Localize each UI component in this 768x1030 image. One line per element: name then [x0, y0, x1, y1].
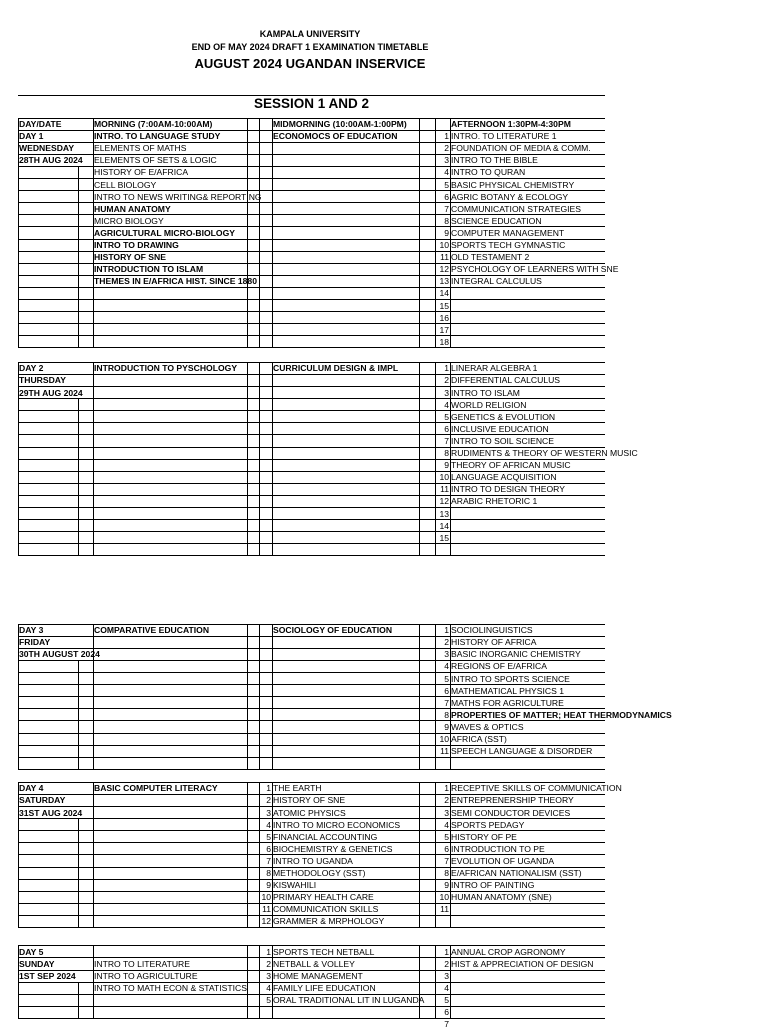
midmorning-exam: ATOMIC PHYSICS	[273, 807, 346, 818]
day-label: DAY 4	[19, 783, 44, 794]
midmorning-exam: INTRO TO MICRO ECONOMICS	[273, 819, 401, 830]
afternoon-exam: SPORTS PEDAGY	[451, 819, 525, 830]
timetable-title: END OF MAY 2024 DRAFT 1 EXAMINATION TIMETABLE	[191, 42, 429, 52]
afternoon-exam: DIFFERENTIAL CALCULUS	[451, 375, 561, 386]
afternoon-number: 17	[439, 324, 449, 335]
row-rule	[18, 519, 605, 520]
column-rule	[419, 362, 420, 556]
column-header-afternoon: AFTERNOON 1:30PM-4:30PM	[451, 119, 571, 129]
afternoon-number: 13	[439, 276, 449, 287]
afternoon-number: 1	[444, 783, 449, 794]
afternoon-number: 4	[444, 819, 449, 830]
afternoon-number: 12	[439, 496, 449, 507]
afternoon-exam: REGIONS OF E/AFRICA	[451, 661, 547, 672]
afternoon-number: 6	[444, 685, 449, 696]
afternoon-exam: SCIENCE EDUCATION	[451, 215, 542, 226]
column-rule	[272, 624, 273, 769]
university-name: KAMPALA UNIVERSITY	[259, 29, 361, 39]
afternoon-exam: HIST & APPRECIATION OF DESIGN	[451, 958, 594, 969]
morning-exam: COMPARATIVE EDUCATION	[94, 625, 210, 636]
header-rule	[18, 118, 605, 119]
row-rule	[18, 543, 605, 544]
afternoon-number: 10	[439, 892, 449, 903]
column-rule	[419, 782, 420, 927]
afternoon-exam: INTRODUCTION TO PE	[451, 843, 545, 854]
morning-exam: INTRO TO DRAWING	[94, 240, 179, 250]
column-rule	[419, 624, 420, 769]
midmorning-exam: FAMILY LIFE EDUCATION	[273, 983, 376, 994]
afternoon-exam: SOCIOLINGUISTICS	[451, 625, 533, 636]
midmorning-exam: CURRICULUM DESIGN & IMPL	[273, 363, 399, 374]
midmorning-number: 5	[266, 831, 271, 842]
afternoon-number: 2	[444, 143, 449, 154]
row-rule	[18, 299, 605, 300]
afternoon-exam: COMMUNICATION STRATEGIES	[451, 203, 582, 214]
day-label: SATURDAY	[19, 795, 66, 806]
afternoon-exam: LANGUAGE ACQUISITION	[451, 472, 557, 483]
afternoon-number: 9	[444, 880, 449, 891]
afternoon-exam: HISTORY OF PE	[451, 831, 517, 842]
column-rule	[259, 118, 260, 348]
afternoon-number: 12	[439, 264, 449, 275]
afternoon-number: 11	[440, 904, 449, 915]
row-rule	[18, 311, 605, 312]
day-label: THURSDAY	[19, 375, 66, 386]
afternoon-number: 5	[444, 995, 449, 1006]
column-rule	[93, 362, 94, 556]
morning-exam: ELEMENTS OF SETS & LOGIC	[94, 155, 217, 166]
column-header-morning: MORNING (7:00AM-10:00AM)	[94, 119, 213, 129]
afternoon-number: 13	[439, 508, 449, 519]
row-rule	[18, 769, 605, 770]
afternoon-number: 5	[444, 831, 449, 842]
afternoon-exam: INTRO TO DESIGN THEORY	[451, 484, 565, 495]
column-header-midmorning: MIDMORNING (10:00AM-1:00PM)	[273, 119, 407, 129]
afternoon-number: 9	[444, 460, 449, 471]
midmorning-number: 5	[266, 995, 271, 1006]
afternoon-number: 9	[444, 721, 449, 732]
midmorning-exam: SPORTS TECH NETBALL	[273, 946, 375, 957]
afternoon-exam: INTRO OF PAINTING	[451, 880, 535, 891]
midmorning-exam: INTRO TO UGANDA	[273, 855, 353, 866]
row-rule	[18, 555, 605, 556]
afternoon-number: 6	[444, 1007, 449, 1018]
morning-exam: AGRICULTURAL MICRO-BIOLOGY	[94, 227, 235, 238]
afternoon-exam: FOUNDATION OF MEDIA & COMM.	[451, 143, 591, 154]
afternoon-exam: MATHEMATICAL PHYSICS 1	[451, 685, 565, 696]
afternoon-number: 2	[444, 375, 449, 386]
afternoon-number: 11	[440, 746, 449, 757]
midmorning-number: 1	[266, 783, 271, 794]
morning-exam: MICRO BIOLOGY	[94, 215, 164, 226]
midmorning-exam: HISTORY OF SNE	[273, 795, 346, 806]
midmorning-number: 4	[266, 819, 271, 830]
afternoon-number: 10	[439, 240, 449, 250]
midmorning-number: 2	[266, 958, 271, 969]
afternoon-exam: INTRO TO THE BIBLE	[451, 155, 538, 166]
column-rule	[272, 118, 273, 348]
afternoon-exam: RECEPTIVE SKILLS OF COMMUNICATION	[451, 783, 622, 794]
day-label: DAY 2	[19, 363, 44, 374]
afternoon-exam: INTRO TO ISLAM	[451, 387, 520, 398]
midmorning-exam: HOME MANAGEMENT	[273, 971, 363, 981]
day-label: FRIDAY	[19, 637, 51, 648]
day-label: 28TH AUG 2024	[19, 155, 83, 166]
afternoon-exam: INTRO TO SOIL SCIENCE	[451, 435, 554, 446]
midmorning-exam: PRIMARY HEALTH CARE	[273, 892, 374, 903]
afternoon-number: 14	[439, 288, 449, 299]
midmorning-number: 3	[266, 971, 271, 981]
day-label: DAY 5	[19, 946, 44, 957]
afternoon-exam: SPEECH LANGUAGE & DISORDER	[451, 746, 593, 757]
day-label: DAY 1	[19, 131, 44, 142]
afternoon-exam: GENETICS & EVOLUTION	[451, 411, 556, 422]
afternoon-number: 4	[444, 167, 449, 178]
day-label: WEDNESDAY	[19, 143, 75, 154]
afternoon-exam: SPORTS TECH GYMNASTIC	[451, 240, 566, 250]
column-rule	[78, 982, 79, 1018]
afternoon-number: 7	[444, 697, 449, 708]
midmorning-number: 11	[262, 904, 271, 915]
afternoon-exam: INCLUSIVE EDUCATION	[451, 423, 549, 434]
column-rule	[78, 166, 79, 348]
midmorning-number: 12	[261, 916, 271, 927]
afternoon-exam: RUDIMENTS & THEORY OF WESTERN MUSIC	[451, 448, 638, 458]
day-label: 30TH AUGUST 2024	[19, 649, 100, 660]
midmorning-number: 2	[266, 795, 271, 806]
midmorning-exam: NETBALL & VOLLEY	[273, 958, 355, 969]
afternoon-exam: WORLD RELIGION	[451, 399, 527, 410]
row-rule	[18, 531, 605, 532]
morning-exam: INTRODUCTION TO PYSCHOLOGY	[94, 363, 238, 374]
afternoon-exam: BASIC PHYSICAL CHEMISTRY	[451, 179, 575, 190]
afternoon-number: 11	[440, 252, 449, 263]
day-label: 29TH AUG 2024	[19, 387, 83, 398]
morning-exam: HISTORY OF SNE	[94, 252, 166, 263]
afternoon-exam: ENTREPRENERSHIP THEORY	[451, 795, 574, 806]
column-rule	[247, 362, 248, 556]
afternoon-number: 10	[439, 734, 449, 744]
program-title: AUGUST 2024 UGANDAN INSERVICE	[194, 56, 426, 71]
afternoon-number: 2	[444, 958, 449, 969]
midmorning-number: 8	[266, 868, 271, 878]
midmorning-number: 1	[266, 946, 271, 957]
afternoon-number: 3	[444, 971, 449, 981]
afternoon-number: 10	[439, 472, 449, 483]
afternoon-number: 3	[444, 807, 449, 818]
afternoon-number: 3	[444, 155, 449, 166]
afternoon-number: 1	[444, 131, 449, 142]
midmorning-number: 7	[266, 855, 271, 866]
afternoon-exam: ARABIC RHETORIC 1	[451, 496, 538, 507]
row-rule	[18, 335, 605, 336]
column-rule	[78, 818, 79, 927]
afternoon-number: 8	[444, 215, 449, 226]
afternoon-exam: LINERAR ALGEBRA 1	[451, 363, 538, 374]
morning-exam: CELL BIOLOGY	[94, 179, 157, 190]
midmorning-exam: SOCIOLOGY OF EDUCATION	[273, 625, 393, 636]
afternoon-number: 15	[439, 532, 449, 543]
midmorning-number: 4	[266, 983, 271, 994]
afternoon-exam: ANNUAL CROP AGRONOMY	[451, 946, 566, 957]
afternoon-exam: EVOLUTION OF UGANDA	[451, 855, 555, 866]
morning-exam: INTRODUCTION TO ISLAM	[94, 264, 204, 275]
morning-exam: THEMES IN E/AFRICA HIST. SINCE 1880	[94, 276, 257, 287]
midmorning-exam: KISWAHILI	[273, 880, 317, 891]
morning-exam: ELEMENTS OF MATHS	[94, 143, 187, 154]
column-header-daydate: DAY/DATE	[19, 119, 62, 129]
afternoon-exam: INTRO TO SPORTS SCIENCE	[451, 673, 570, 684]
afternoon-exam: THEORY OF AFRICAN MUSIC	[451, 460, 571, 471]
afternoon-number: 4	[444, 399, 449, 410]
afternoon-exam: SEMI CONDUCTOR DEVICES	[451, 807, 571, 818]
afternoon-number: 4	[444, 983, 449, 994]
afternoon-exam: E/AFRICAN NATIONALISM (SST)	[451, 868, 582, 878]
afternoon-number: 5	[444, 411, 449, 422]
midmorning-exam: FINANCIAL ACCOUNTING	[273, 831, 378, 842]
afternoon-number: 7	[444, 203, 449, 214]
day-label: 1ST SEP 2024	[19, 971, 76, 981]
morning-exam: INTRO. TO LANGUAGE STUDY	[94, 131, 221, 142]
column-rule	[93, 782, 94, 927]
midmorning-exam: BIOCHEMISTRY & GENETICS	[273, 843, 393, 854]
midmorning-number: 3	[266, 807, 271, 818]
session-title: SESSION 1 AND 2	[253, 96, 370, 111]
afternoon-exam: PSYCHOLOGY OF LEARNERS WITH SNE	[451, 264, 619, 275]
column-rule	[259, 362, 260, 556]
midmorning-number: 6	[266, 843, 271, 854]
midmorning-exam: GRAMMER & MRPHOLOGY	[273, 916, 385, 927]
afternoon-exam: MATHS FOR AGRICULTURE	[451, 697, 564, 708]
midmorning-exam: THE EARTH	[273, 783, 322, 794]
morning-exam: HUMAN ANATOMY	[94, 203, 171, 214]
column-rule	[419, 118, 420, 348]
column-rule	[247, 624, 248, 769]
afternoon-number: 4	[444, 661, 449, 672]
afternoon-exam: INTRO. TO LITERATURE 1	[451, 131, 557, 142]
afternoon-exam: PROPERTIES OF MATTER; HEAT THERMODYNAMICS	[451, 709, 672, 720]
afternoon-number: 18	[439, 336, 449, 347]
morning-exam: INTRO TO MATH ECON & STATISTICS	[94, 983, 247, 994]
afternoon-exam: COMPUTER MANAGEMENT	[451, 227, 565, 238]
afternoon-exam: INTEGRAL CALCULUS	[451, 276, 542, 287]
midmorning-exam: ECONOMOCS OF EDUCATION	[273, 131, 398, 142]
afternoon-exam: BASIC INORGANIC CHEMISTRY	[451, 649, 581, 660]
midmorning-exam: ORAL TRADITIONAL LIT IN LUGANDA	[273, 995, 425, 1006]
afternoon-number: 15	[439, 300, 449, 311]
column-rule	[93, 624, 94, 769]
afternoon-number: 1	[444, 363, 449, 374]
midmorning-exam: METHODOLOGY (SST)	[273, 868, 366, 878]
afternoon-number: 11	[440, 484, 449, 495]
afternoon-number: 3	[444, 387, 449, 398]
afternoon-number: 3	[444, 649, 449, 660]
afternoon-number: 16	[439, 312, 449, 323]
day-label: DAY 3	[19, 625, 44, 636]
afternoon-number: 6	[444, 423, 449, 434]
afternoon-number: 7	[444, 855, 449, 866]
column-rule	[247, 118, 248, 348]
afternoon-number: 8	[444, 868, 449, 878]
afternoon-number: 8	[444, 448, 449, 458]
afternoon-number: 6	[444, 843, 449, 854]
afternoon-number: 7	[444, 435, 449, 446]
column-rule	[78, 398, 79, 555]
afternoon-number: 6	[444, 191, 449, 202]
midmorning-exam: COMMUNICATION SKILLS	[273, 904, 379, 915]
morning-exam: HISTORY OF E/AFRICA	[94, 167, 189, 178]
column-rule	[272, 362, 273, 556]
afternoon-number: 9	[444, 227, 449, 238]
row-rule	[18, 347, 605, 348]
afternoon-number: 5	[444, 179, 449, 190]
afternoon-number: 1	[444, 946, 449, 957]
afternoon-exam: WAVES & OPTICS	[451, 721, 524, 732]
day-label: 31ST AUG 2024	[19, 807, 83, 818]
afternoon-exam: AGRIC BOTANY & ECOLOGY	[451, 191, 569, 202]
afternoon-number: 8	[444, 709, 449, 720]
afternoon-number: 14	[439, 520, 449, 531]
column-rule	[259, 624, 260, 769]
afternoon-exam: HISTORY OF AFRICA	[451, 637, 537, 648]
row-rule	[18, 1018, 605, 1019]
day-label: SUNDAY	[19, 958, 55, 969]
afternoon-number: 5	[444, 673, 449, 684]
afternoon-exam: INTRO TO QURAN	[451, 167, 526, 178]
afternoon-exam: HUMAN ANATOMY (SNE)	[451, 892, 552, 903]
morning-exam: INTRO TO LITERATURE	[94, 958, 190, 969]
afternoon-exam: AFRICA (SST)	[451, 734, 507, 744]
midmorning-number: 9	[266, 880, 271, 891]
afternoon-number: 2	[444, 637, 449, 648]
column-rule	[78, 660, 79, 769]
afternoon-number: 1	[444, 625, 449, 636]
morning-exam: INTRO TO NEWS WRITING& REPORTING	[94, 191, 262, 202]
afternoon-number: 2	[444, 795, 449, 806]
row-rule	[18, 323, 605, 324]
afternoon-exam: OLD TESTAMENT 2	[451, 252, 530, 263]
midmorning-number: 10	[261, 892, 271, 903]
morning-exam: INTRO TO AGRICULTURE	[94, 971, 198, 981]
column-rule	[419, 945, 420, 1018]
afternoon-number: 7	[444, 1019, 449, 1030]
morning-exam: BASIC COMPUTER LITERACY	[94, 783, 218, 794]
